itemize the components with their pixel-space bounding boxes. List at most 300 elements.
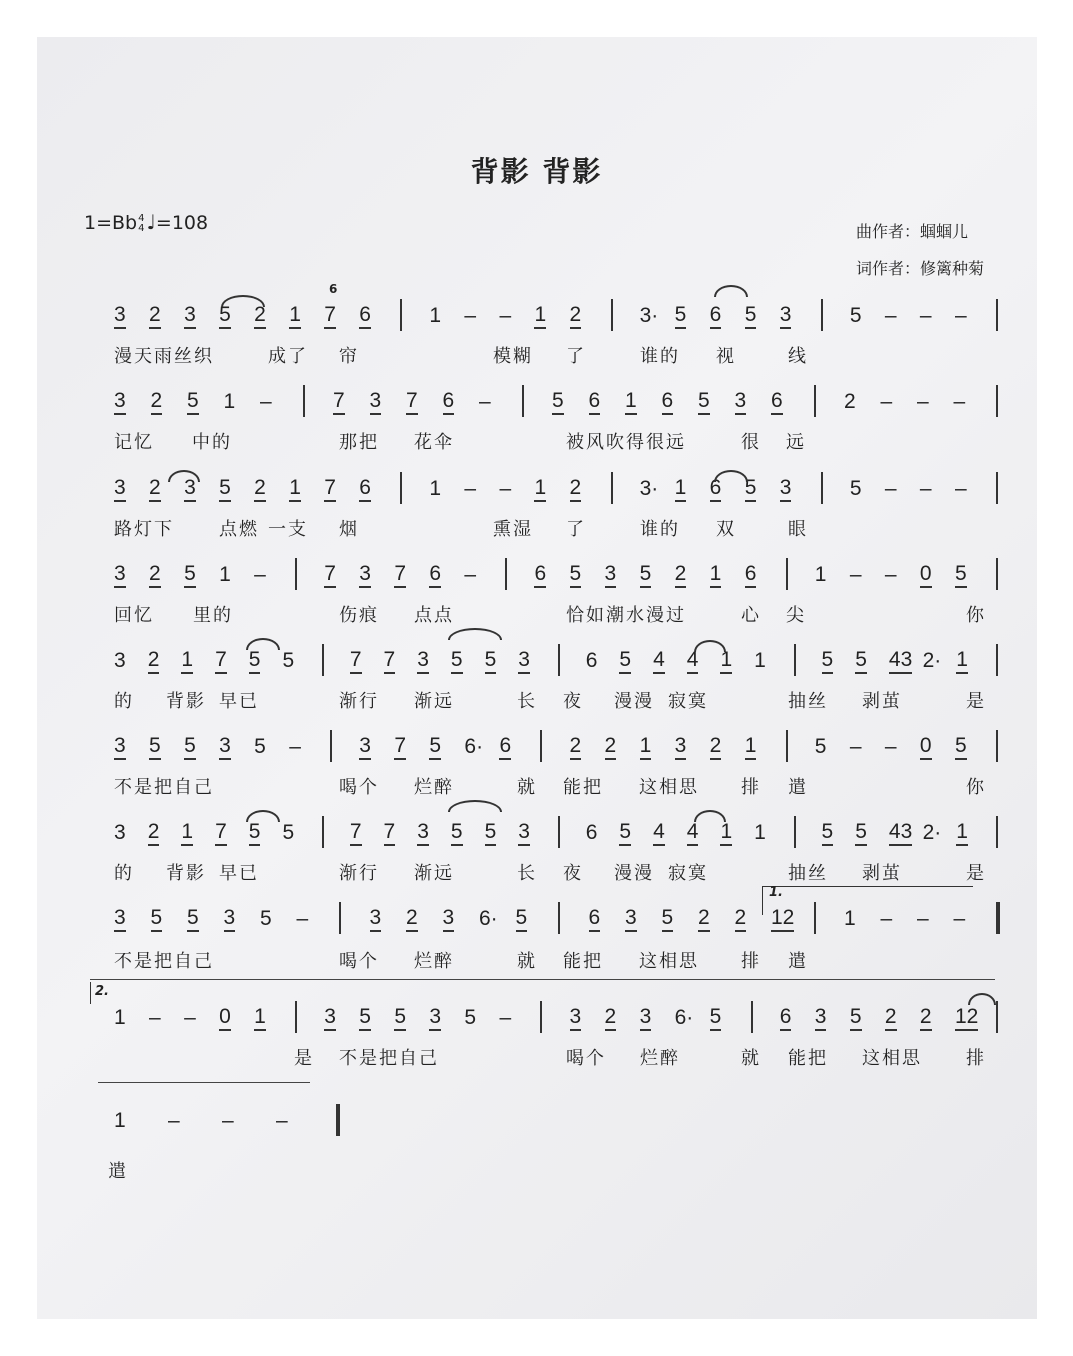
note: 5 <box>640 562 652 588</box>
note: 5 <box>254 735 266 758</box>
lyric-text: 一支 <box>268 519 308 540</box>
note: 6· <box>464 735 484 758</box>
note: 1 <box>720 820 732 846</box>
barline <box>505 558 507 590</box>
lyric-text: 夜 <box>563 691 583 712</box>
barline <box>611 472 613 504</box>
note: 5 <box>955 562 967 588</box>
dash-extension: – <box>276 1109 288 1132</box>
barline <box>330 730 332 762</box>
lyric-text: 渐远 <box>414 691 454 712</box>
lyrics-line <box>0 1047 1073 1077</box>
note: 1 <box>710 562 722 588</box>
lyric-text: 寂寞 <box>668 863 708 884</box>
lyric-text: 能把 <box>563 777 603 798</box>
note: 3 <box>443 906 455 932</box>
note: 5 <box>675 303 687 329</box>
note: 3 <box>417 820 429 846</box>
note: 5 <box>151 906 163 932</box>
note: 6 <box>710 303 722 329</box>
dash-extension: – <box>464 304 477 327</box>
lyric-text: 剥茧 <box>862 863 902 884</box>
lyric-text: 漫天雨丝织 <box>114 346 214 367</box>
note: 3 <box>359 562 371 588</box>
note: 2 <box>570 476 582 502</box>
dash-extension: – <box>296 907 309 930</box>
barline <box>786 558 788 590</box>
lyric-text: 远 <box>786 432 806 453</box>
lyric-text: 双 <box>716 519 736 540</box>
note: 5 <box>394 1005 406 1031</box>
lyric-text: 视 <box>716 346 736 367</box>
note: 2 <box>844 390 856 413</box>
score-system <box>0 562 1073 608</box>
note: 7 <box>394 562 406 588</box>
note: 5 <box>619 648 631 674</box>
score-system <box>0 1005 1073 1051</box>
note: 4 <box>653 820 665 846</box>
note: 6 <box>585 821 598 844</box>
key-signature: 1=Bb <box>84 212 138 234</box>
lyric-text: 那把 <box>339 432 379 453</box>
score-system <box>0 303 1073 349</box>
dash-extension: – <box>884 563 897 586</box>
note: 6 <box>359 303 371 329</box>
note: 3 <box>605 562 617 588</box>
key-tempo-marking <box>84 210 208 234</box>
lyric-text: 恰如潮水漫过 <box>566 605 686 626</box>
note: 2 <box>149 562 161 588</box>
lyric-text: 花伞 <box>414 432 454 453</box>
tempo-value: =108 <box>155 212 209 234</box>
note: 3 <box>780 476 792 502</box>
lyrics-line <box>0 431 1073 461</box>
note: 5 <box>282 649 295 672</box>
dash-extension: – <box>499 304 512 327</box>
note: 6 <box>499 734 511 760</box>
lyric-text: 眼 <box>788 519 808 540</box>
note: 1 <box>114 1109 126 1132</box>
note: 3 <box>114 734 126 760</box>
dash-extension: – <box>884 477 897 500</box>
note: 5 <box>570 562 582 588</box>
barline <box>996 299 998 331</box>
dash-extension: – <box>953 390 966 413</box>
barline <box>821 299 823 331</box>
note: 2 <box>698 906 710 932</box>
note: 7 <box>324 476 336 502</box>
note: 1 <box>956 648 968 674</box>
note: 3 <box>359 734 371 760</box>
volta-divider <box>90 979 995 980</box>
note: 5 <box>855 820 867 846</box>
note: 6 <box>359 476 371 502</box>
note: 6 <box>771 389 783 415</box>
barline <box>821 472 823 504</box>
barline <box>322 644 324 676</box>
volta-2-continuation <box>98 1082 310 1083</box>
dash-extension: – <box>479 390 491 413</box>
lyric-text: 谁的 <box>640 519 680 540</box>
lyric-text: 的 <box>114 863 134 884</box>
note: 5 <box>698 389 710 415</box>
note: 2 <box>149 476 161 502</box>
note: 2 <box>151 389 163 415</box>
lyric-text: 剥茧 <box>862 691 902 712</box>
note: 5 <box>249 820 261 846</box>
note: 6 <box>429 562 441 588</box>
note: 5 <box>745 303 757 329</box>
lyric-text: 排 <box>741 951 761 972</box>
barline <box>611 299 613 331</box>
note: 1 <box>625 389 637 415</box>
note: 2 <box>254 303 266 329</box>
lyric-text: 抽丝 <box>788 863 828 884</box>
barline <box>996 558 998 590</box>
note: 3 <box>625 906 637 932</box>
score-system <box>0 648 1073 694</box>
dash-extension: – <box>917 907 929 930</box>
dash-extension: – <box>499 477 512 500</box>
lyric-text: 记忆 <box>114 432 154 453</box>
lyric-text: 这相思 <box>862 1048 922 1069</box>
note: 0 <box>920 734 932 760</box>
dash-extension: – <box>849 735 862 758</box>
barline <box>540 1001 542 1033</box>
dash-extension: – <box>954 477 967 500</box>
barline <box>558 816 560 848</box>
score-system <box>0 820 1073 866</box>
dash-extension: – <box>222 1109 234 1132</box>
note: 1 <box>429 477 442 500</box>
note: 0 <box>219 1005 231 1031</box>
lyric-text: 模糊 <box>493 346 533 367</box>
note: 1 <box>675 476 687 502</box>
note: 2 <box>885 1005 897 1031</box>
note: 2· <box>922 649 942 672</box>
note: 3 <box>640 1005 652 1031</box>
lyric-text: 排 <box>966 1048 986 1069</box>
note: 7 <box>215 820 227 846</box>
lyrics-line <box>0 1160 1073 1190</box>
note: 2 <box>406 906 418 932</box>
note: 5 <box>710 1005 722 1031</box>
lyric-text: 线 <box>788 346 808 367</box>
note: 7 <box>333 389 345 415</box>
note: 1 <box>289 476 301 502</box>
note: 3 <box>184 476 196 502</box>
lyric-text: 能把 <box>788 1048 828 1069</box>
note: 2 <box>570 734 582 760</box>
note: 3 <box>370 906 382 932</box>
barline <box>996 644 998 676</box>
lyric-text: 是 <box>966 863 986 884</box>
note: 5 <box>849 477 862 500</box>
note: 6 <box>710 476 722 502</box>
note: 5 <box>485 648 497 674</box>
barline <box>814 385 816 417</box>
lyric-text: 漫漫 <box>614 691 654 712</box>
note: 1 <box>956 820 968 846</box>
lyric-text: 早已 <box>219 691 259 712</box>
note: 3 <box>518 820 530 846</box>
barline <box>996 472 998 504</box>
note: 2 <box>254 476 266 502</box>
lyric-text: 烂醉 <box>414 951 454 972</box>
note: 7 <box>384 648 396 674</box>
lyric-text: 心 <box>741 605 761 626</box>
note: 1 <box>534 476 546 502</box>
lyric-text: 就 <box>517 951 537 972</box>
note: 4 <box>687 820 699 846</box>
note: 1 <box>429 304 442 327</box>
note: 5 <box>822 648 834 674</box>
lyric-text: 就 <box>517 777 537 798</box>
lyric-text: 的 <box>114 691 134 712</box>
note: 3 <box>114 303 126 329</box>
lyric-text: 很 <box>741 432 761 453</box>
note: 7 <box>324 562 336 588</box>
dash-extension: – <box>289 735 301 758</box>
lyric-text: 了 <box>566 519 586 540</box>
lyric-text: 伤痕 <box>339 605 379 626</box>
barline <box>794 644 796 676</box>
lyric-text: 长 <box>517 863 537 884</box>
note: 7 <box>384 820 396 846</box>
lyric-text: 长 <box>517 691 537 712</box>
lyrics-line <box>0 604 1073 634</box>
lyric-text: 早已 <box>219 863 259 884</box>
note: 1 <box>534 303 546 329</box>
note: 2 <box>149 303 161 329</box>
barline <box>400 299 402 331</box>
dash-extension: – <box>149 1006 161 1029</box>
dash-extension: – <box>880 390 893 413</box>
note: 1 <box>720 648 732 674</box>
lyric-text: 帘 <box>339 346 359 367</box>
note: 7 <box>394 734 406 760</box>
barline <box>522 385 524 417</box>
note: 1 <box>745 734 757 760</box>
note: 5 <box>219 303 231 329</box>
note: 43 <box>889 648 912 674</box>
note: 5 <box>516 906 528 932</box>
lyric-text: 被风吹得很远 <box>566 432 686 453</box>
note: 6 <box>745 562 757 588</box>
note: 5 <box>745 476 757 502</box>
note: 4 <box>653 648 665 674</box>
lyric-text: 抽丝 <box>788 691 828 712</box>
note: 2 <box>605 1005 617 1031</box>
lyric-text: 点点 <box>414 605 454 626</box>
lyric-text: 烟 <box>339 519 359 540</box>
dash-extension: – <box>953 907 966 930</box>
note: 6 <box>780 1005 792 1031</box>
lyrics-line <box>0 518 1073 548</box>
quarter-note-icon: ♩ <box>146 210 156 234</box>
barline <box>996 816 998 848</box>
lyrics-line <box>0 345 1073 375</box>
lyric-text: 是 <box>294 1048 314 1069</box>
note: 2 <box>920 1005 932 1031</box>
lyric-text: 夜 <box>563 863 583 884</box>
dash-extension: – <box>254 563 266 586</box>
note: 5 <box>451 648 463 674</box>
lyric-text: 背影 <box>166 691 206 712</box>
barline <box>558 644 560 676</box>
volta-1-label: 1. <box>769 885 783 900</box>
note: 3 <box>114 389 126 415</box>
barline <box>295 1001 297 1033</box>
time-signature: 4 4 <box>138 212 145 234</box>
lyric-text: 喝个 <box>339 777 379 798</box>
note: 3 <box>370 389 382 415</box>
note: 3· <box>639 477 659 500</box>
lyric-text: 烂醉 <box>414 777 454 798</box>
note: 5 <box>451 820 463 846</box>
note: 6 <box>534 562 546 588</box>
note: 3 <box>815 1005 827 1031</box>
score-system <box>0 1108 1073 1154</box>
note: 1 <box>181 648 193 674</box>
note: 1 <box>114 1006 126 1029</box>
lyric-text: 谁的 <box>640 346 680 367</box>
note: 6· <box>479 907 498 930</box>
dash-extension: – <box>464 563 477 586</box>
dash-extension: – <box>168 1109 180 1132</box>
dash-extension: – <box>919 477 932 500</box>
note: 1 <box>844 907 856 930</box>
note: 0 <box>920 562 932 588</box>
lyric-text: 回忆 <box>114 605 154 626</box>
note: 3 <box>570 1005 582 1031</box>
barline <box>558 902 560 934</box>
barline <box>303 385 305 417</box>
note: 3· <box>639 304 659 327</box>
volta-2-bracket <box>90 982 109 1004</box>
note: 2 <box>675 562 687 588</box>
note: 5 <box>822 820 834 846</box>
note: 5 <box>184 562 196 588</box>
note: 7 <box>215 648 227 674</box>
barline <box>295 558 297 590</box>
volta-1-bracket <box>762 886 973 915</box>
note: 1 <box>181 820 193 846</box>
lyric-text: 不是把自己 <box>339 1048 439 1069</box>
lyric-text: 不是把自己 <box>114 777 214 798</box>
note: 2 <box>735 906 747 932</box>
note: 7 <box>324 303 336 329</box>
dash-extension: – <box>880 907 893 930</box>
note: 6 <box>662 389 674 415</box>
dash-extension: – <box>919 304 932 327</box>
composer-credit: 曲作者：蝈蝈儿 <box>856 222 969 241</box>
note: 1 <box>754 649 766 672</box>
lyric-text: 了 <box>566 346 586 367</box>
note: 3 <box>518 648 530 674</box>
dash-extension: – <box>954 304 967 327</box>
dash-extension: – <box>849 563 862 586</box>
score-system <box>0 389 1073 435</box>
note: 3 <box>114 821 126 844</box>
lyric-text: 里的 <box>193 605 233 626</box>
note: 5 <box>187 906 199 932</box>
note: 5 <box>149 734 161 760</box>
note: 2 <box>710 734 722 760</box>
lyric-text: 遣 <box>108 1161 128 1182</box>
barline <box>794 816 796 848</box>
end-barline <box>336 1104 340 1136</box>
note: 1 <box>814 563 827 586</box>
note: 3 <box>114 649 126 672</box>
barline <box>786 730 788 762</box>
dash-extension: – <box>884 735 897 758</box>
note: 5 <box>619 820 631 846</box>
note: 3 <box>417 648 429 674</box>
note: 1 <box>754 821 766 844</box>
barline <box>540 730 542 762</box>
lyrics-line <box>0 690 1073 720</box>
note: 6 <box>589 906 601 932</box>
barline <box>996 730 998 762</box>
note: 6 <box>589 389 601 415</box>
note: 3 <box>429 1005 441 1031</box>
note: 1 <box>640 734 652 760</box>
lyric-text: 漫漫 <box>614 863 654 884</box>
note: 2 <box>570 303 582 329</box>
note: 2· <box>922 821 942 844</box>
note: 5 <box>260 907 272 930</box>
score-system <box>0 734 1073 780</box>
note: 5 <box>249 648 261 674</box>
note: 12 <box>955 1005 978 1031</box>
lyric-text: 路灯下 <box>114 519 174 540</box>
note: 3 <box>114 476 126 502</box>
note: 1 <box>219 563 231 586</box>
dash-extension: – <box>464 477 477 500</box>
lyric-text: 你 <box>966 605 986 626</box>
note: 1 <box>223 390 236 413</box>
lyric-text: 中的 <box>192 432 232 453</box>
note: 3 <box>219 734 231 760</box>
note: 3 <box>675 734 687 760</box>
note: 7 <box>406 389 418 415</box>
lyric-text: 你 <box>966 777 986 798</box>
lyric-text: 背影 <box>166 863 206 884</box>
lyric-text: 能把 <box>563 951 603 972</box>
note: 7 <box>350 820 362 846</box>
note: 7 <box>350 648 362 674</box>
lyric-text: 寂寞 <box>668 691 708 712</box>
lyricist-credit: 词作者：修篱种菊 <box>856 259 985 278</box>
lyric-text: 渐行 <box>339 691 379 712</box>
lyrics-line <box>0 950 1073 980</box>
barline <box>322 816 324 848</box>
note: 1 <box>289 303 301 329</box>
note: 1 <box>254 1005 266 1031</box>
lyric-text: 这相思 <box>639 777 699 798</box>
lyric-text: 渐行 <box>339 863 379 884</box>
barline <box>400 472 402 504</box>
note: 2 <box>605 734 617 760</box>
note: 3 <box>114 562 126 588</box>
lyric-text: 遣 <box>788 951 808 972</box>
dash-extension: – <box>499 1006 512 1029</box>
end-barline <box>996 902 1000 934</box>
volta-2-label: 2. <box>95 984 109 999</box>
barline <box>339 902 341 934</box>
note: 5 <box>850 1005 862 1031</box>
